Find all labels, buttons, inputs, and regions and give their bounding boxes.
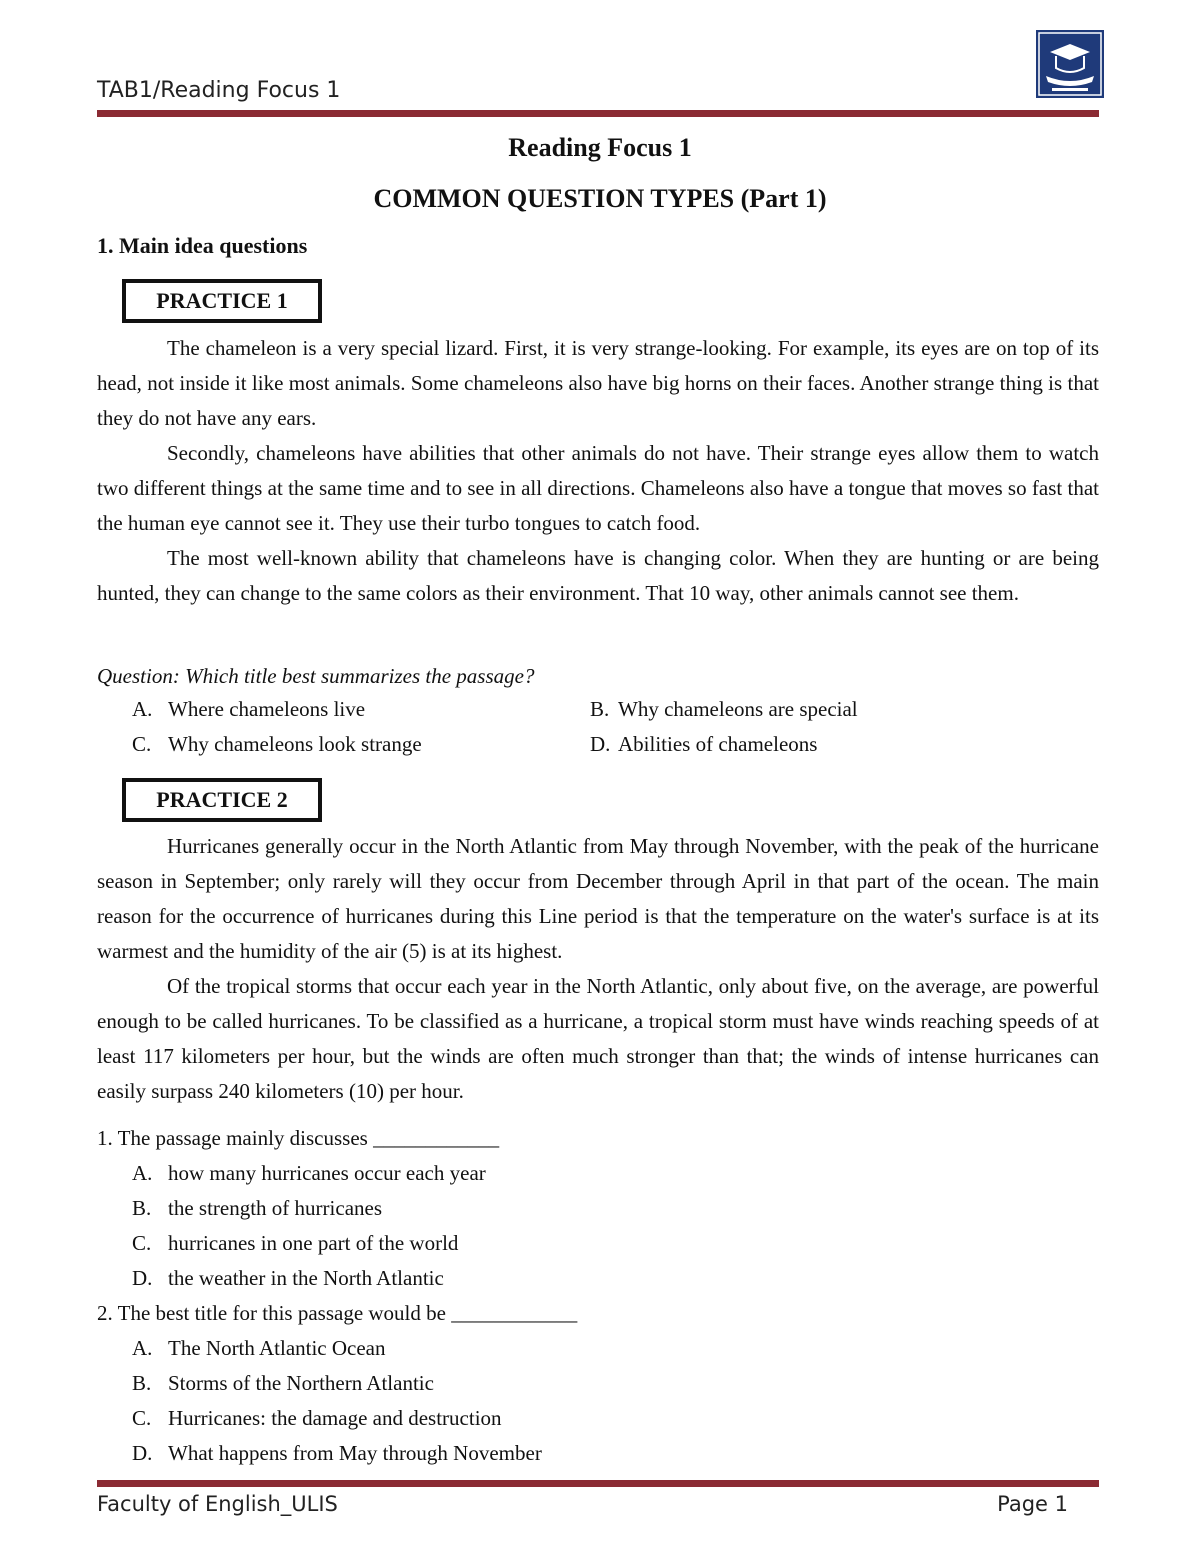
practice-2-paragraph-2: Of the tropical storms that occur each year in the North Atlantic, only about five, on the average, are powerful enough to be called hurricanes. To be classified as a hurricane, a tropical storm must have winds reaching speeds of at least 117 kilometers per hour, but the winds are often much stronger than that; the winds of intense hurricanes can easily surpass 240 kilometers (10) per hour. (97, 974, 1099, 1103)
practice-1-paragraph-2: Secondly, chameleons have abilities that other animals do not have. Their strange eyes allow them to watch two different things at the same time and to see in all directions. Chameleons also have a tongue that moves so fast that the human eye cannot see it. They use their turbo tongues to catch food. (97, 441, 1099, 535)
practice-1-option-b: B. Why chameleons are special (590, 697, 858, 721)
header-rule (97, 110, 1099, 117)
practice-1-option-a: A. Where chameleons live (132, 697, 366, 721)
practice-2-label: PRACTICE 2 (122, 778, 322, 822)
practice-2-q2-option-a: A. The North Atlantic Ocean (132, 1336, 386, 1360)
header-title: TAB1/Reading Focus 1 (97, 78, 341, 103)
practice-2-q1-option-d: D. the weather in the North Atlantic (132, 1266, 444, 1290)
practice-2-paragraph-1: Hurricanes generally occur in the North Atlantic from May through November, with the peak of the hurricane season in September; only rarely will they occur from December through April in that part of the ocean. The main reason for the occurrence of hurricanes during this Line period is that the temperature on the water's surface is at its warmest and the humidity of the air (5) is at its highest. (97, 834, 1099, 963)
footer-page-number: Page 1 (997, 1492, 1068, 1516)
page-subtitle: COMMON QUESTION TYPES (Part 1) (373, 184, 827, 213)
practice-2-q1-option-a: A. how many hurricanes occur each year (132, 1161, 486, 1185)
practice-2-q1-option-b: B. the strength of hurricanes (132, 1196, 383, 1220)
university-logo (1036, 30, 1104, 98)
practice-1-paragraph-3: The most well-known ability that chameleons have is changing color. When they are hunting or are being hunted, they can change to the same colors as their environment. That 10 way, other animals cannot see them. (97, 546, 1099, 605)
practice-2-question-1: 1. The passage mainly discusses ____________ (97, 1126, 500, 1150)
practice-2-q2-option-b: B. Storms of the Northern Atlantic (132, 1371, 434, 1395)
practice-1-label: PRACTICE 1 (122, 279, 322, 323)
practice-2-q2-option-d: D. What happens from May through November (132, 1441, 542, 1465)
footer-rule (97, 1480, 1099, 1487)
practice-2-question-2: 2. The best title for this passage would be ____________ (97, 1301, 578, 1325)
practice-2-q1-option-c: C. hurricanes in one part of the world (132, 1231, 459, 1255)
section-heading: 1. Main idea questions (97, 233, 308, 258)
practice-2-q2-option-c: C. Hurricanes: the damage and destruction (132, 1406, 502, 1430)
practice-1-paragraph-1: The chameleon is a very special lizard. First, it is very strange-looking. For example, its eyes are on top of its head, not inside it like most animals. Some chameleons also have big horns on their faces. Another strange thing is that they do not have any ears. (97, 336, 1099, 430)
practice-1-option-c: C. Why chameleons look strange (132, 732, 422, 756)
footer-faculty: Faculty of English_ULIS (97, 1492, 338, 1516)
page-title: Reading Focus 1 (508, 133, 692, 162)
practice-1-question: Question: Which title best summarizes the passage? (97, 664, 535, 688)
practice-1-option-d: D. Abilities of chameleons (590, 732, 818, 756)
